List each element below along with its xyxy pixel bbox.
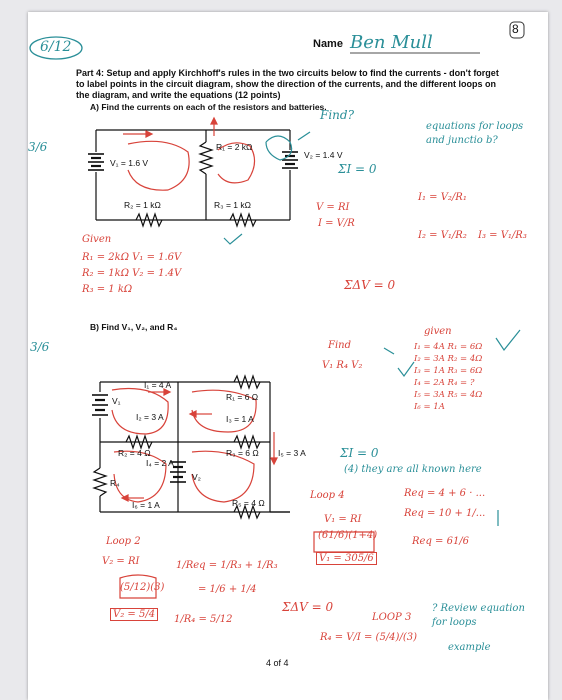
loop3-label: LOOP 3 [372,612,412,623]
circuit-b-i2-label: I₂ = 3 A [136,412,164,422]
circuit-b-v2-label: V₂ [192,472,201,482]
question-b: B) Find V₁, V₂, and R₄ [90,322,178,332]
score-b: 3/6 [30,340,50,354]
circuit-a-r1-label: R₁ = 2 kΩ [216,142,253,152]
given-a-line3: R₃ = 1 kΩ [82,284,133,295]
given-b-line2: I₂ = 3A R₂ = 4Ω [414,354,483,364]
sum-v-a: ΣΔV = 0 [344,278,396,292]
part4-instructions: Part 4: Setup and apply Kirchhoff's rules in the two circuits below to find the currents - don't forget to label points in the circuit diagram, show the direction of the currents, and the different loops on the diagram, and write the equations (12 points) [76,68,499,100]
circuit-b [92,376,290,518]
review-note: ? Review equation for loops [432,603,525,628]
question-a: A) Find the currents on each of the resistors and batteries. [90,102,327,112]
circuit-b-r2-label: R₂ = 4 Ω [118,448,151,458]
given-a-line1: R₁ = 2kΩ V₁ = 1.6V [82,252,182,263]
page-number: 4 of 4 [266,658,289,668]
circuit-b-r5-label: R₅ = 4 Ω [232,498,265,508]
find-b-vars: V₁ R₄ V₂ [322,360,363,371]
frac-sum: = 1/6 + 1/4 [198,584,257,595]
v2-ri: V₂ = RI [102,556,140,567]
req-line1: Req = 4 + 6 · ... [404,488,486,499]
circuit-b-r1-label: R₁ = 6 Ω [226,392,259,402]
circuit-b-annotations [112,389,277,503]
circuit-b-r3-label: R₃ = 6 Ω [226,448,259,458]
circuit-b-i1-label: I₁ = 4 A [144,380,172,390]
circuit-b-i5-label: I₅ = 3 A [278,448,306,458]
date-text: 6/12 [40,39,72,55]
loop4-label: Loop 4 [310,490,345,501]
i-vr-a: I = V/R [318,218,355,229]
r4-equation: R₄ = V/I = (5/4)/(3) [320,632,417,643]
i2-eq: I₂ = V₁/R₂ [418,230,467,241]
given-b-title: given [424,326,452,337]
find-a: Find? [320,108,355,122]
sum-i-b: ΣI = 0 [340,446,379,460]
given-b-line4: I₄ = 2A R₄ = ? [414,378,475,388]
v-ri-a: V = RI [316,202,350,213]
circuit-a-r2-label: R₂ = 1 kΩ [124,200,161,210]
known-note: (4) they are all known here [344,464,482,475]
given-b-line6: I₆ = 1A [414,402,445,412]
find-b: Find [328,340,351,351]
name-value: Ben Mull [350,32,433,53]
v1-ri: V₁ = RI [324,514,362,525]
circuit-b-i6-label: I₆ = 1 A [132,500,160,510]
sum-v-b: ΣΔV = 0 [282,600,334,614]
given-a-line2: R₂ = 1kΩ V₂ = 1.4V [82,268,182,279]
score-a: 3/6 [28,140,48,154]
req-line3: Req = 61/6 [412,536,470,547]
v1-answer: V₁ = 305/6 [316,552,377,565]
given-b-line3: I₃ = 1A R₃ = 6Ω [414,366,483,376]
name-label: Name [313,38,343,50]
r4-frac: 1/R₄ = 5/12 [174,614,233,625]
loop2-label: Loop 2 [106,536,141,547]
v1-mid: (61/6)(1+4) [318,530,378,541]
page-badge: 8 [512,22,519,36]
req-sum: 1/Req = 1/R₃ + 1/R₃ [176,560,278,571]
equations-note: equations for loops and junctio b? [426,121,524,146]
v2-frac: (5/12)(3) [120,582,165,593]
given-b-line5: I₅ = 3A R₅ = 4Ω [414,390,483,400]
req-line2: Req = 10 + 1/... [404,508,486,519]
circuit-b-i3-label: I₃ = 1 A [226,414,254,424]
circuit-a-r3-label: R₃ = 1 kΩ [214,200,251,210]
i3-eq: I₃ = V₁/R₃ [478,230,527,241]
circuit-a-v1-label: V₁ = 1.6 V [110,158,149,168]
circuit-b-r4-label: R₄ [110,478,120,488]
circuit-a-v2-label: V₂ = 1.4 V [304,150,343,160]
given-b-line1: I₁ = 4A R₁ = 6Ω [414,342,483,352]
sum-i-a: ΣI = 0 [338,162,377,176]
given-a-title: Given [82,234,112,245]
example-note: example [448,642,491,653]
v2-answer: V₂ = 5/4 [110,608,158,621]
circuit-b-v1-label: V₁ [112,396,121,406]
i1-eq: I₁ = V₂/R₁ [418,192,467,203]
worksheet-page [28,12,548,700]
circuit-a-annotations [123,118,255,190]
circuit-b-i4-label: I₄ = 2 A [146,458,174,468]
